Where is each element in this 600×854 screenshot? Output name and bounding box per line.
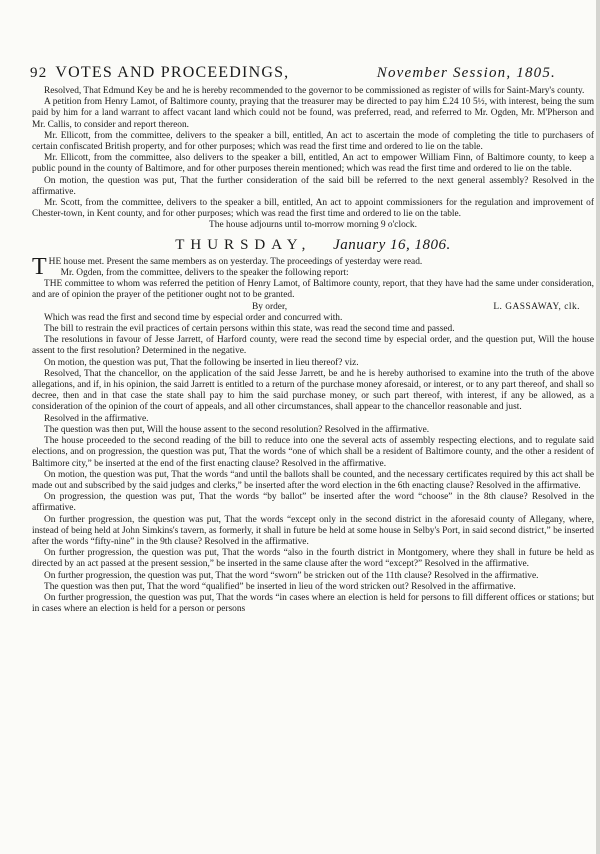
body-text: [32, 86, 594, 615]
day-name: THURSDAY,: [175, 236, 312, 253]
paragraph-top: A petition from Henry Lamot, of Baltimore county, praying that the treasurer may be directed to pay him £.24 10 5½, with interest, being the sum paid by him for a land warrant to affect vacant land which could not be found, was preferred, read, and referred to Mr. Ogden, Mr. M'Pherson and Mr. Callis, to consider and report thereon.: [32, 97, 594, 130]
page-header: [30, 64, 594, 82]
page-title: VOTES AND PROCEEDINGS,: [55, 64, 290, 81]
opening-text: HE house met. Present the same members as on yesterday. The proceedings of yesterday were read.: [48, 256, 423, 267]
paragraph-top: On motion, the question was put, That the further consideration of the said bill be referred to the next general assembly? Resolved in the affirmative.: [32, 175, 594, 197]
report-intro: Mr. Ogden, from the committee, delivers to the speaker the following report:: [60, 268, 349, 279]
paragraph-bottom: Which was read the first and second time by especial order and concurred with.: [44, 312, 343, 323]
paragraph-bottom: On further progression, the question was put, That the words “also in the fourth district in Montgomery, where they shall in future be held as directed by an act passed at the present session,” be inserted in the same clause after the word “except?” Resolved in the affirmative.: [32, 548, 594, 570]
paragraph-bottom: On motion, the question was put, That the following be inserted in lieu thereof? viz.: [44, 357, 359, 368]
paragraph-top: Mr. Ellicott, from the committee, also delivers to the speaker a bill, entitled, An act to empower William Finn, of Baltimore county, to keep a public pound in the county of Baltimore, and for other purposes therein mentioned; which was read the first time and ordered to lie on the table.: [32, 153, 594, 175]
paragraph-top: Mr. Scott, from the committee, delivers to the speaker a bill, entitled, An act to appoint commissioners for the regulation and improvement of Chester-town, in Kent county, and for other purposes; which was read the first time and ordered to lie on the table.: [32, 198, 594, 220]
paragraph-top: Mr. Ellicott, from the committee, delivers to the speaker a bill, entitled, An act to ascertain the mode of completing the title to purchasers of certain confiscated British property, and for other purposes; which was read the first time and ordered to lie on the table.: [32, 130, 594, 153]
paragraph-bottom: The question was then put, Will the house assent to the second resolution? Resolved in the affirmative.: [44, 424, 430, 435]
by-order: By order,: [252, 301, 288, 312]
day-heading: [32, 236, 594, 253]
day-date: January 16, 1806.: [333, 236, 451, 253]
paragraph-bottom: The house proceeded to the second reading of the bill to reduce into one the several acts of assembly respecting elections, and to regulate said elections, and on progression, the question was put, That the words “one of which shall be a resident of Baltimore county, and the other a resident of Baltimore city,” be inserted at the end of the first enacting clause? Resolved in the affirmative.: [32, 436, 594, 469]
report-body: THE committee to whom was referred the petition of Henry Lamot, of Baltimore county, report, that they have had the same under consideration, and are of opinion the prayer of the petitioner ought not to be granted.: [32, 279, 594, 301]
clerk-signature: L. GASSAWAY, clk.: [493, 301, 580, 312]
paragraph-bottom: The question was then put, That the word “qualified” be inserted in lieu of the word stricken out? Resolved in the affirmative.: [44, 581, 516, 592]
drop-cap: T: [32, 253, 47, 280]
paragraph-bottom: On further progression, the question was put, That the word “sworn” be stricken out of the 11th clause? Resolved in the affirmative.: [44, 570, 539, 581]
signature-line: [32, 302, 594, 313]
paragraph-bottom: On progression, the question was put, That the words “by ballot” be inserted after the word “choose” in the 8th clause? Resolved in the affirmative.: [32, 492, 594, 514]
paragraph-bottom: Resolved in the affirmative.: [44, 413, 149, 424]
paragraph-bottom: On further progression, the question was put, That the words “in cases where an election is held for persons to fill different offices or stations; but in cases where an election is held for a person or persons: [32, 592, 594, 615]
adjourn-line: The house adjourns until to-morrow morning 9 o'clock.: [209, 220, 417, 231]
paragraph-bottom: The bill to restrain the evil practices of certain persons within this state, was read the second time and passed.: [44, 324, 455, 335]
page-number: 92: [30, 65, 48, 81]
paragraph-bottom: On further progression, the question was put, That the words “except only in the second district in the aforesaid county of Allegany, where, instead of being held at John Simkins's tavern, as formerly, it shall in future be held at some house in Selby's Port, in said second district,” be inserted after the words “fifty-nine” in the 9th clause? Resolved in the affirmative.: [32, 514, 594, 547]
paragraph-top: Resolved, That Edmund Key be and he is hereby recommended to the governor to be commissioned as register of wills for Saint-Mary's county.: [44, 86, 585, 96]
paragraph-bottom: On motion, the question was put, That the words “and until the ballots shall be counted, and the necessary certificates required by this act shall be made out and subscribed by the said judges and clerks,” be inserted after the word election in the 6th enacting clause? Resolved in the affirmative.: [32, 469, 594, 491]
session-label: November Session, 1805.: [376, 65, 556, 81]
paragraph-bottom: Resolved, That the chancellor, on the application of the said Jesse Jarrett, be and he is hereby authorised to examine into the truth of the above allegations, and if, in his opinion, the said Jarrett is entitled to a return of the purchase money aforesaid, or interest, or to any part thereof, and shall so decree, then and in that case the state shall pay to him the said purchase money, or such part thereof, with interest, if any be allowed, as a consideration of the opinion of the court of appeals, and all other circumstances, shall appear to the chancellor reasonable and just.: [32, 368, 594, 413]
page-edge-shadow: [596, 0, 600, 854]
paragraph-bottom: The resolutions in favour of Jesse Jarrett, of Harford county, were read the second time by especial order, and the question put, Will the house assent to the first resolution? Determined in the negative.: [32, 335, 594, 357]
